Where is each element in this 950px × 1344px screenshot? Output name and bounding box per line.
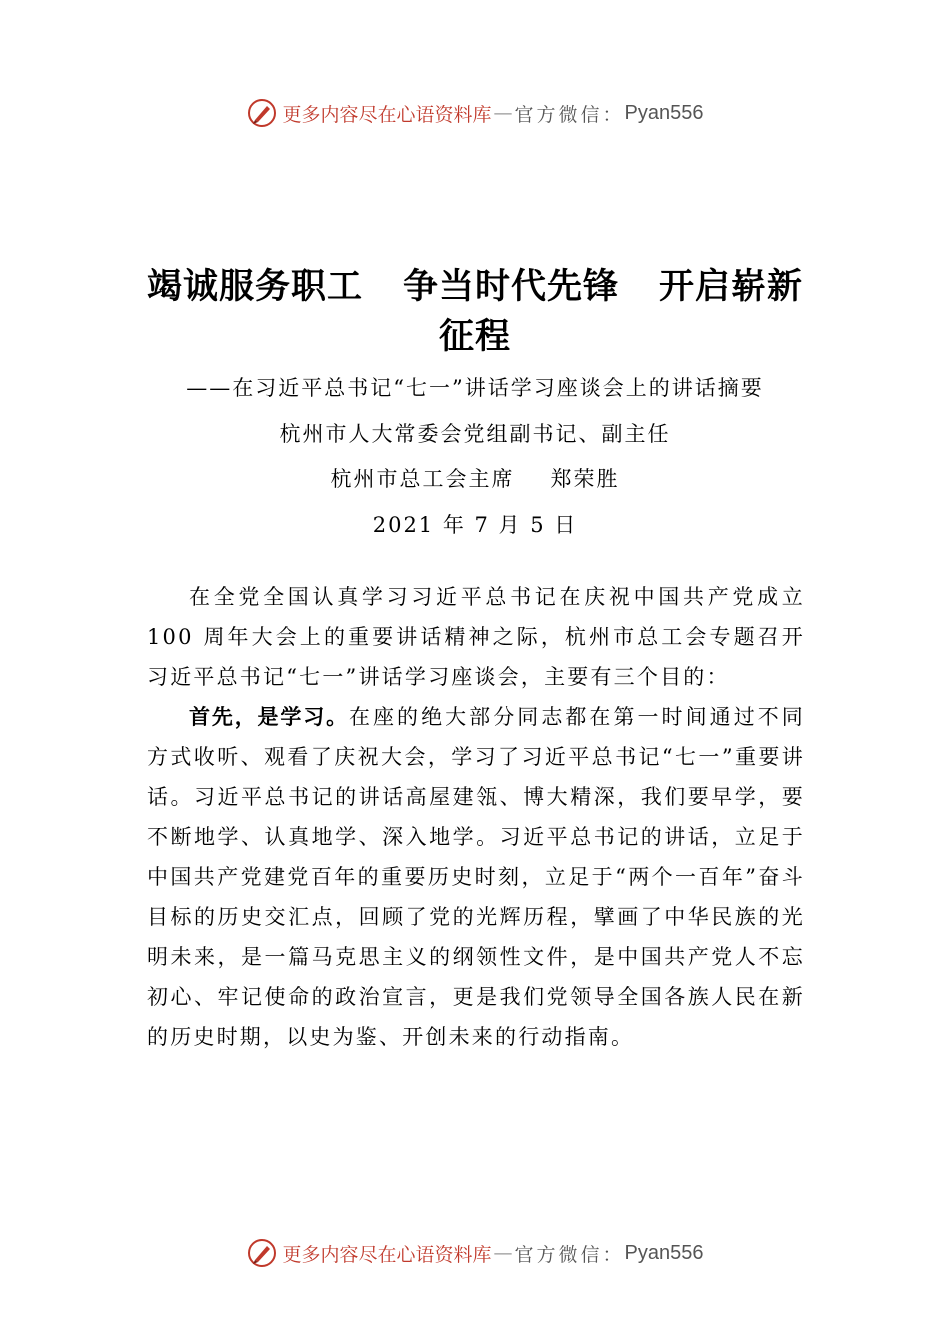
paragraph-text: 在座的绝大部分同志都在第一时间通过不同方式收听、观看了庆祝大会，学习了习近平总书记“七一”重要讲话。习近平总书记的讲话高屋建瓴、博大精深，我们要早学，要不断地学、认真地学、深入地学。习近平总书记的讲话，立足于中国共产党建党百年的重要历史时刻，立足于“两个一百年”奋斗目标的历史交汇点，回顾了党的光辉历程，擘画了中华民族的光明未来，是一篇马克思主义的纲领性文件，是中国共产党人不忘初心、牢记使命的政治宣言，更是我们党领导全国各族人民在新的历史时期，以史为鉴、开创未来的行动指南。 xyxy=(147,705,805,1049)
banner-official-label: 官方微信： xyxy=(514,103,625,126)
title-part-1: 竭诚服务职工 xyxy=(146,267,363,307)
pen-logo-icon xyxy=(247,1238,277,1268)
document-title xyxy=(145,262,805,362)
banner-official-label: 官方微信： xyxy=(514,1243,625,1266)
author-title: 杭州市总工会主席 xyxy=(330,467,515,491)
author-name: 郑荣胜 xyxy=(550,467,620,491)
banner-separator: — xyxy=(493,1242,513,1264)
title-part-3: 开启崭新征程 xyxy=(438,267,804,357)
banner-separator: — xyxy=(493,102,513,124)
paragraph-first-point xyxy=(147,697,805,1057)
banner-main-text: 更多内容尽在心语资料库 xyxy=(282,103,492,126)
paragraph-intro: 在全党全国认真学习习近平总书记在庆祝中国共产党成立 100 周年大会上的重要讲话精神之际，杭州市总工会专题召开习近平总书记“七一”讲话学习座谈会，主要有三个目的： xyxy=(147,585,805,689)
title-part-2: 争当时代先锋 xyxy=(402,267,619,307)
paragraph-lead: 首先，是学习。 xyxy=(189,705,349,729)
document-body xyxy=(147,577,805,1057)
footer-banner xyxy=(0,1233,950,1273)
author-name-line xyxy=(145,464,805,494)
author-position: 杭州市人大常委会党组副书记、副主任 xyxy=(279,422,671,446)
header-banner xyxy=(0,93,950,133)
banner-wechat-id: Pyan556 xyxy=(624,1241,704,1264)
banner-main-text: 更多内容尽在心语资料库 xyxy=(282,1243,492,1266)
document-date: 2021 年 7 月 5 日 xyxy=(372,513,578,537)
document-subtitle: ——在习近平总书记“七一”讲话学习座谈会上的讲话摘要 xyxy=(186,376,764,400)
banner-wechat-id: Pyan556 xyxy=(624,101,704,124)
pen-logo-icon xyxy=(247,98,277,128)
